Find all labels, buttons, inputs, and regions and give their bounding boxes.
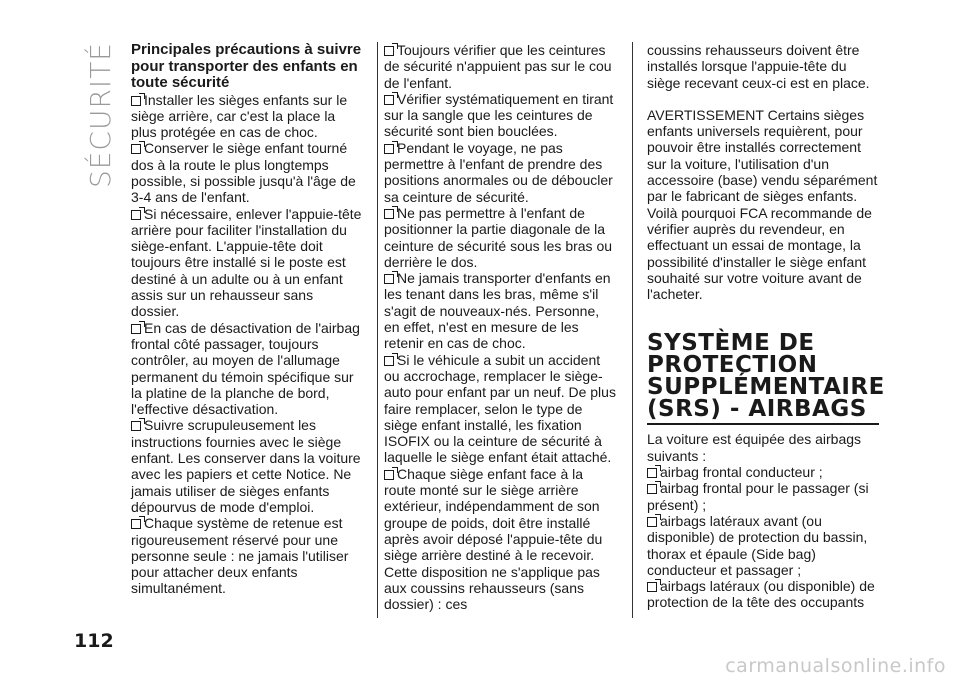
list-item: Installer les sièges enfants sur le siège arrière, car c'est la place la plus protégée en cas de choc. [131,91,348,141]
bullet-icon [647,582,657,592]
bullet-icon [647,468,657,478]
list-item: Ne jamais transporter d'enfants en les tenant dans les bras, même s'il s'agit de nouveaux-nés. Personne, en effet, n'est en mesure de les retenir en cas de choc. [384,270,611,352]
column-1 [131,42,363,597]
paragraph: La voiture est équipée des airbags suivants : [647,431,862,464]
list-item: En cas de désactivation de l'airbag frontal côté passager, toujours contrôler, au moyen de l'allumage permanent du témoin spécifique sur la platine de la planche de bord, l'effective désactivation. [131,319,360,418]
list-item: Pendant le voyage, ne pas permettre à l'enfant de prendre des positions anormales ou de déboucler sa ceinture de sécurité. [384,139,613,205]
bullet-icon [384,274,394,284]
column-2 [384,42,616,612]
bullet-icon [131,210,141,220]
bullet-icon [131,421,141,431]
paragraph: coussins rehausseurs doivent être installés lorsque l'appuie-tête du siège recevant ceux-ci est en place. [647,42,870,91]
list-item: Ne pas permettre à l'enfant de positionner la partie diagonale de la ceinture de sécurité sous les bras ou derrière le dos. [384,204,613,270]
list-item: Si nécessaire, enlever l'appuie-tête arrière pour faciliter l'installation du siège-enfant. L'appuie-tête doit toujours être installé si le poste est destiné à un adulte ou à un enfant assis sur un rehausseur sans dossier. [131,205,362,320]
bullet-icon [131,96,141,106]
bullet-icon [384,356,394,366]
bullet-icon [131,519,141,529]
bullet-icon [384,144,394,154]
bullet-icon [647,484,657,494]
warning-paragraph: AVERTISSEMENT Certains sièges enfants universels requièrent, pour pouvoir être installés correctement sur la voiture, l'utilisation d'un accessoire (base) vendu séparément par le fabricant de sièges enfants. Voilà pourquoi FCA recommande de vérifier auprès du revendeur, en effectuant un essai de montage, la possibilité d'installer le siège enfant souhaité sur votre voiture avant de l'acheter. [647,106,878,303]
list-item: airbags latéraux (ou disponible) de protection de la tête des occupants [647,578,875,611]
list-item: airbag frontal conducteur ; [647,464,879,480]
bullet-icon [384,209,394,219]
section-heading: SYSTÈME DE PROTECTION SUPPLÉMENTAIRE (SRS) - AIRBAGS [647,332,879,425]
bullet-list [647,464,879,611]
bullet-icon [131,324,141,334]
list-item: Toujours vérifier que les ceintures de sécurité n'appuient pas sur le cou de l'enfant. [384,42,612,91]
list-item: airbags latéraux avant (ou disponible) de protection du bassin, thorax et épaule (Side bag) conducteur et passager ; [647,512,868,578]
bullet-icon [647,517,657,527]
list-item: Vérifier systématiquement en tirant sur la sangle que les ceintures de sécurité sont bien bouclées. [384,90,614,140]
section-label: SÉCURITÉ [84,42,117,189]
bullet-icon [384,95,394,105]
watermark: carmanualsonline.info [725,655,946,677]
list-item: Chaque siège enfant face à la route monté sur le siège arrière extérieur, indépendamment de son groupe de poids, doit être installé après avoir déposé l'appuie-tête du siège arrière destiné à le recevoir. Cette disposition ne s'applique pas aux coussins rehausseurs (sans dossier) : ces [384,465,603,613]
bullet-icon [384,46,394,56]
list-item: Chaque système de retenue est rigoureusement réservé pour une personne seule : ne jamais l'utiliser pour attacher deux enfants simultanément. [131,515,349,597]
section-subheading: Principales précautions à suivre pour transporter des enfants en toute sécurité [131,41,362,91]
page-number: 112 [74,630,114,652]
column-divider [632,42,633,618]
bullet-list [384,42,616,612]
bullet-icon [131,144,141,154]
list-item: Conserver le siège enfant tourné dos à la route le plus longtemps possible, si possible jusqu'à l'âge de 3-4 ans de l'enfant. [131,140,356,206]
column-3 [647,42,885,611]
column-divider [377,42,378,618]
list-item: Si le véhicule a subit un accident ou accrochage, remplacer le siège-auto pour enfant par un neuf. De plus faire remplacer, selon le type de siège enfant installé, les fixation ISOFIX ou la ceinture de sécurité à laquelle le siège enfant était attaché. [384,351,616,466]
list-item: airbag frontal pour le passager (si présent) ; [647,480,869,513]
list-item: Suivre scrupuleusement les instructions fournies avec le siège enfant. Les conserver dans la voiture avec les papiers et cette Notice. Ne jamais utiliser de sièges enfants dépourvus de mode d'emploi. [131,417,361,515]
bullet-icon [384,470,394,480]
bullet-list [131,92,363,597]
